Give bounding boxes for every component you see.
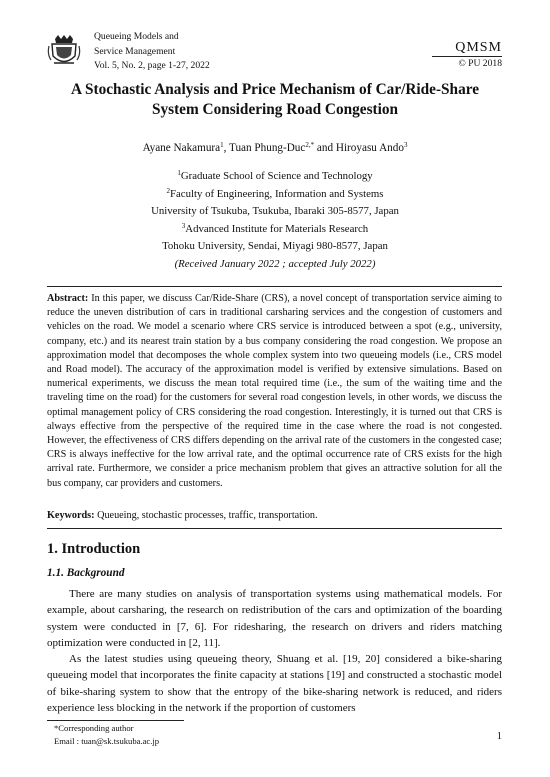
author-name: , Tuan Phung-Duc — [223, 142, 306, 154]
affiliation-line: Tohoku University, Sendai, Miyagi 980-8577, Japan — [162, 240, 388, 253]
author-affiliation-mark: 2,* — [305, 141, 315, 149]
affiliation-text: Faculty of Engineering, Information and Systems — [170, 187, 384, 200]
body-text — [47, 586, 502, 716]
affiliation-text: Graduate School of Science and Technology — [180, 170, 373, 182]
journal-name-line2: Service Management — [94, 45, 176, 57]
journal-info — [94, 30, 210, 74]
subsection-heading: 1.1. Background — [47, 567, 125, 579]
title-line1: A Stochastic Analysis and Price Mechanism of Car/Ride-Share — [70, 81, 480, 98]
affiliation-line — [50, 186, 500, 204]
affiliation-text: Advanced Institute for Materials Research — [185, 222, 369, 235]
journal-name-line1: Queueing Models and — [94, 31, 179, 42]
abstract-label: Abstract: — [47, 293, 89, 304]
author-affiliation-mark: 1 — [220, 141, 224, 149]
author-name: and Hiroyasu Ando — [314, 142, 404, 154]
received-dates: (Received January 2022 ; accepted July 2022) — [174, 257, 376, 270]
affiliations — [50, 168, 500, 274]
footnote — [54, 722, 159, 747]
author-affiliation-mark: 3 — [403, 141, 408, 149]
abstract-bottom-rule — [47, 528, 502, 529]
keywords-text: Queueing, stochastic processes, traffic, transportation. — [97, 510, 318, 521]
affiliation-line — [50, 168, 500, 186]
publisher-crest-icon — [47, 34, 81, 68]
header-rule — [432, 56, 502, 57]
affiliation-line: University of Tsukuba, Tsukuba, Ibaraki 305-8577, Japan — [151, 205, 399, 218]
keywords — [47, 510, 502, 521]
affiliation-mark: 1 — [177, 169, 181, 177]
section-heading: 1. Introduction — [47, 541, 141, 557]
paper-title — [50, 80, 500, 120]
paragraph: As the latest studies using queueing theory, Shuang et al. [19, 20] considered a bike-sharing queueing model that incorporates the finite capacity at stations [19] and constructed a stochastic model of bike-sharing system to show that the entropy of the bike-sharing network is reduced, and riders experience less blocking in the network if the proportion of customers — [47, 653, 502, 715]
affiliation-mark: 3 — [181, 221, 186, 230]
abstract-top-rule — [47, 286, 502, 287]
title-line2: System Considering Road Congestion — [151, 101, 399, 118]
author-list — [50, 142, 500, 154]
affiliation-line — [50, 221, 500, 239]
abstract-text: In this paper, we discuss Car/Ride-Share (CRS), a novel concept of transportation service aiming to reduce the uneven distribution of cars in traditional carsharing services and the congestion of customers and vehicles on the road. We model a scenario where CRS service is introduced between a spot (e.g., university, company, etc.) and its nearest train station by a bus company considering the road congestion. We propose an approximation model that decomposes the whole complex system into two queueing models (i.e., CRS model and Road model). The accuracy of the approximation model is verified by extensive simulations. Based on numerical experiments, we discuss the mean total required time (i.e., the sum of the waiting time and the traveling time on the road) for the customers for several road congestion levels, in other words, we discuss the optimal management policy of CRS considering the road congestion. Interestingly, it is turned out that CRS is always effective from the perspective of the required time in the case where the road is not congested. However, the effectiveness of CRS differs depending on the arrival rate of the customers in the congested case; CRS is always ineffective for the low arrival rate, and the optimal occurrence rate of CRS exists for the high arrival rate. Furthermore, we consider a price mechanism problem that gives an attractive solution for all the bus company, car providers and customers. — [47, 293, 503, 489]
copyright: © PU 2018 — [458, 58, 502, 69]
author-name: Ayane Nakamura — [142, 142, 221, 154]
footnote-corresponding: *Corresponding author — [54, 723, 134, 733]
page-number: 1 — [496, 731, 502, 742]
journal-volume: Vol. 5, No. 2, page 1-27, 2022 — [94, 60, 210, 71]
footnote-rule — [47, 720, 184, 721]
paragraph: There are many studies on analysis of transportation systems using mathematical models. For example, about carsharing, the research on redistribution of the cars and optimization of the boarding system were conducted in [7, 6]. For ridesharing, the research on drivers and riders matching optimization were conducted in [2, 11]. — [47, 588, 502, 649]
footnote-email: Email : tuan@sk.tsukuba.ac.jp — [54, 735, 160, 746]
affiliation-mark: 2 — [166, 186, 170, 195]
abstract — [47, 292, 502, 491]
keywords-label: Keywords: — [47, 510, 95, 521]
journal-acronym: QMSM — [455, 40, 502, 55]
page-header — [47, 22, 502, 72]
